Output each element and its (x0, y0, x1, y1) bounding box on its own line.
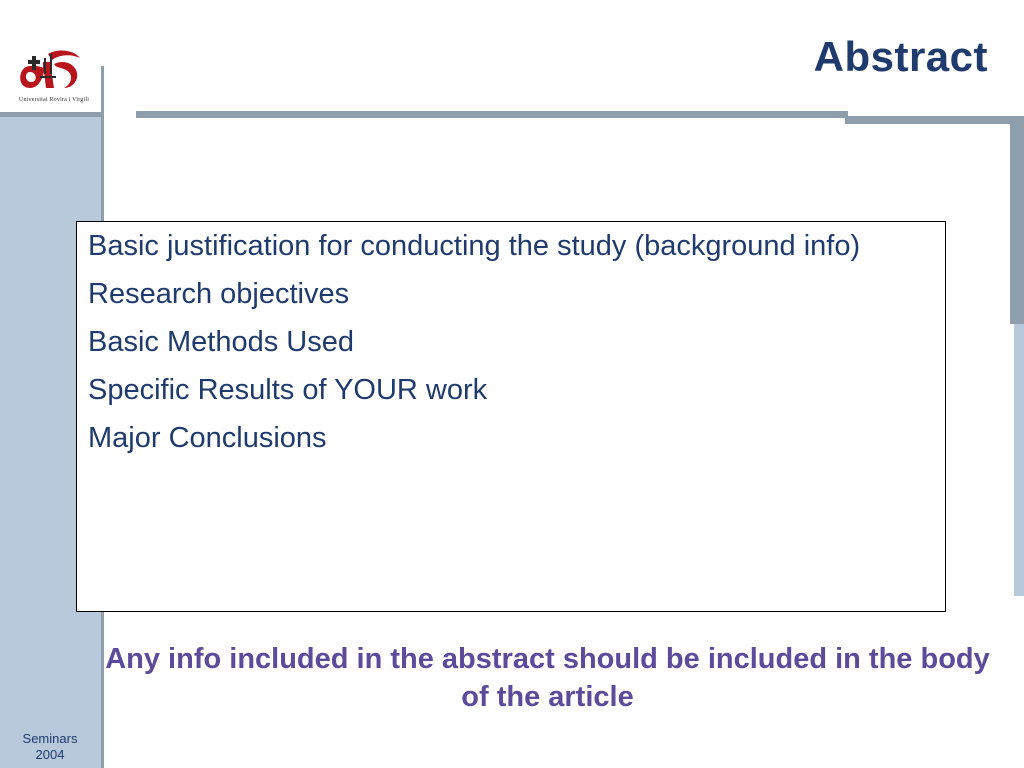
slide-note: Any info included in the abstract should be included in the body of the article (105, 643, 990, 713)
logo-area (0, 0, 101, 112)
university-seal-icon (10, 44, 84, 94)
bullet-item: Major Conclusions (88, 422, 327, 454)
slide-title: Abstract (813, 33, 988, 80)
header-bar-right (845, 116, 1024, 124)
footer-line1: Seminars (22, 731, 78, 746)
bullet-item: Basic justification for conducting the study (background info) (88, 230, 861, 262)
bullet-item: Basic Methods Used (88, 326, 354, 358)
footer-line2: 2004 (35, 747, 65, 762)
bullet-item: Research objectives (88, 278, 350, 310)
bullet-item: Specific Results of YOUR work (88, 374, 488, 406)
content-box (76, 221, 946, 612)
right-edge-lower-bar (1014, 324, 1024, 596)
logo-caption: Universitat Rovira i Virgili (18, 97, 90, 103)
header-bar (136, 111, 848, 118)
bullet-list (88, 228, 933, 456)
slide-footer (10, 731, 90, 763)
right-edge-bar (1010, 116, 1024, 324)
